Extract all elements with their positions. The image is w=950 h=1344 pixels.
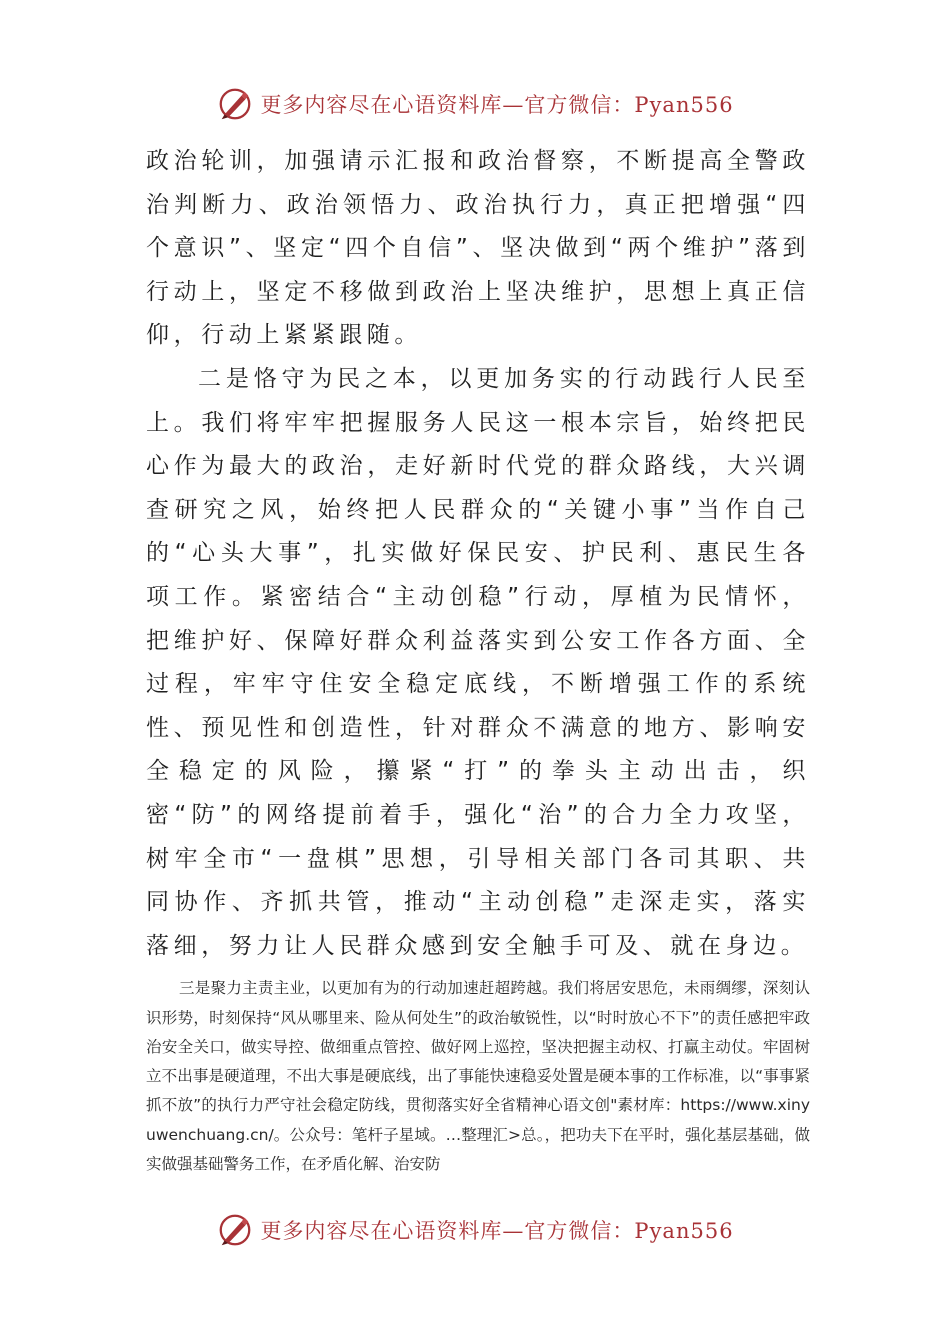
footer-banner xyxy=(0,1208,950,1252)
document-body xyxy=(146,140,810,1179)
large-text-section xyxy=(146,140,810,968)
paragraph-main-duty: 三是聚力主责主业，以更加有为的行动加速赶超跨越。我们将居安思危，未雨绸缪，深刻认识形势，时刻保持“风从哪里来、险从何处生”的政治敏锐性，以“时时放心不下”的责任感把牢政治安全关口，做实导控、做细重点管控、做好网上巡控，坚决把握主动权、打赢主动仗。牢固树立不出事是硬道理，不出大事是硬底线，出了事能快速稳妥处置是硬本事的工作标准，以“事事紧抓不放”的执行力严守社会稳定防线，贯彻落实好全省精神心语文创"素材库：https://www.xinyuwenchuang.cn/。公众号：笔杆子星域。…整理汇>总。，把功夫下在平时，强化基层基础，做实做强基础警务工作，在矛盾化解、治安防 xyxy=(146,979,810,1174)
pen-logo-icon xyxy=(216,1211,254,1249)
banner-text: 更多内容尽在心语资料库—官方微信：Pyan556 xyxy=(260,93,734,117)
paragraph-political-training: 政治轮训，加强请示汇报和政治督察，不断提高全警政治判断力、政治领悟力、政治执行力，真正把增强“四个意识”、坚定“四个自信”、坚决做到“两个维护”落到行动上，坚定不移做到政治上坚决维护，思想上真正信仰，行动上紧紧跟随。 xyxy=(146,148,810,349)
banner-text: 更多内容尽在心语资料库—官方微信：Pyan556 xyxy=(260,1219,734,1243)
pen-logo-icon xyxy=(216,85,254,123)
header-banner xyxy=(0,82,950,126)
small-text-section xyxy=(146,974,810,1179)
paragraph-serve-people: 二是恪守为民之本，以更加务实的行动践行人民至上。我们将牢牢把握服务人民这一根本宗旨，始终把民心作为最大的政治，走好新时代党的群众路线，大兴调查研究之风，始终把人民群众的“关键小事”当作自己的“心头大事”，扎实做好保民安、护民利、惠民生各项工作。紧密结合“主动创稳”行动，厚植为民情怀，把维护好、保障好群众利益落实到公安工作各方面、全过程，牢牢守住安全稳定底线，不断增强工作的系统性、预见性和创造性，针对群众不满意的地方、影响安全稳定的风险，攥紧“打”的拳头主动出击，织密“防”的网络提前着手，强化“治”的合力全力攻坚，树牢全市“一盘棋”思想，引导相关部门各司其职、共同协作、齐抓共管，推动“主动创稳”走深走实，落实落细，努力让人民群众感到安全触手可及、就在身边。 xyxy=(146,365,810,959)
